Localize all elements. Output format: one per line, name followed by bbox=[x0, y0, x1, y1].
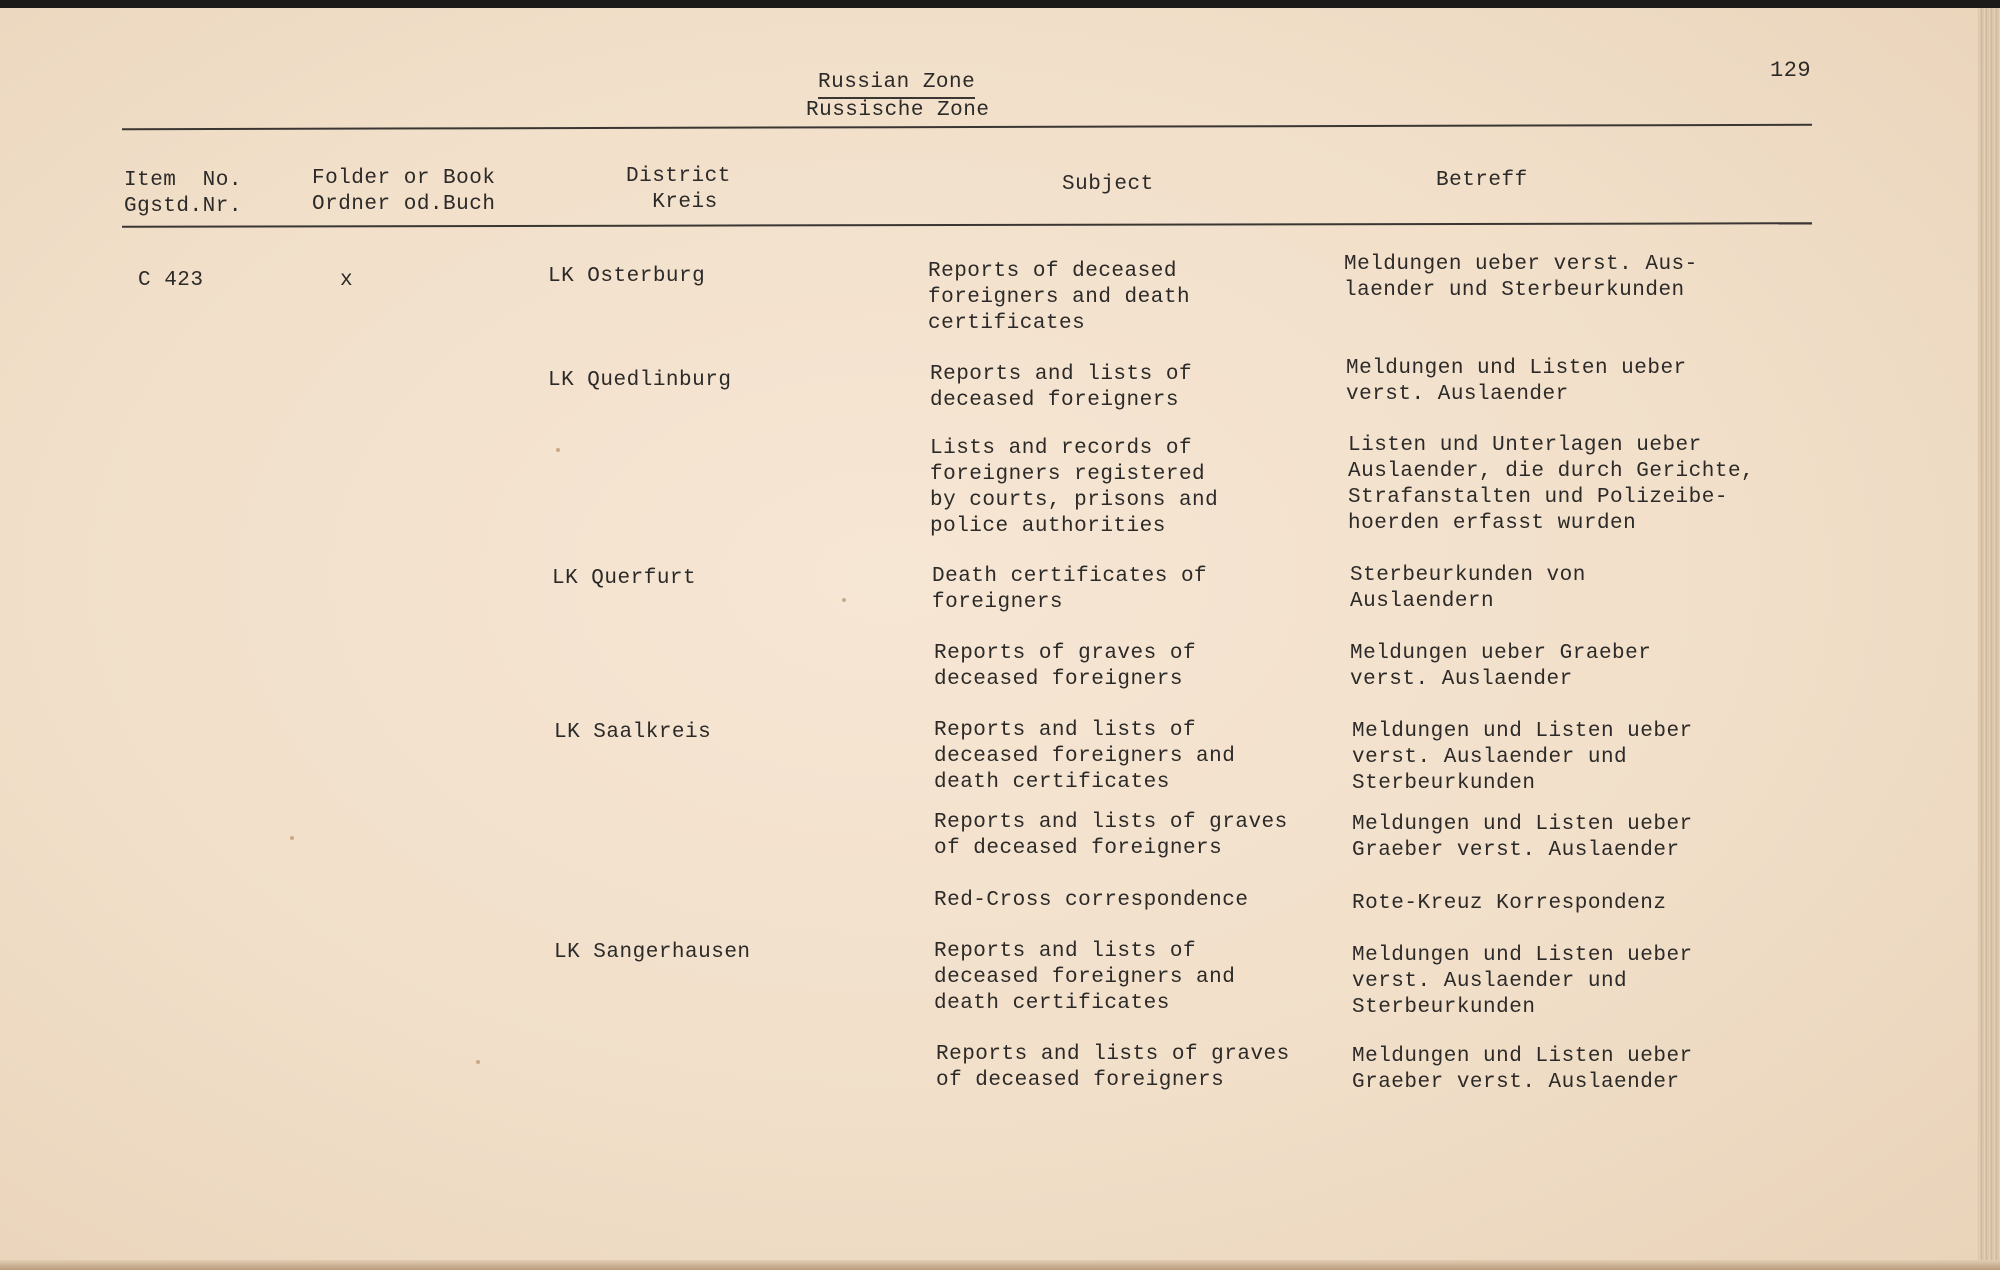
zone-title: Russian Zone bbox=[818, 70, 975, 99]
betreff-cell: Meldungen ueber verst. Aus- laender und Sterbeurkunden bbox=[1344, 253, 1698, 302]
subject-cell: Death certificates of foreigners bbox=[932, 565, 1208, 614]
book-bottom-edge bbox=[0, 1260, 2000, 1270]
paper-speck bbox=[476, 1060, 480, 1064]
book-page-edge bbox=[1978, 8, 2000, 1270]
column-header-folder: Folder or Book Ordner od.Buch bbox=[312, 167, 496, 216]
subject-cell: Reports and lists of deceased foreigners bbox=[930, 363, 1193, 412]
paper-speck bbox=[842, 598, 846, 602]
district-cell: LK Saalkreis bbox=[554, 721, 712, 744]
paper-speck bbox=[290, 836, 294, 840]
subject-cell: Reports and lists of graves of deceased foreigners bbox=[934, 811, 1288, 860]
document-page bbox=[0, 8, 1978, 1270]
paper-speck bbox=[556, 448, 560, 452]
item-number: C 423 bbox=[138, 269, 204, 292]
subject-cell: Reports and lists of deceased foreigners and death certificates bbox=[934, 940, 1236, 1015]
district-cell: LK Sangerhausen bbox=[554, 941, 751, 964]
betreff-cell: Meldungen und Listen ueber Graeber verst. Auslaender bbox=[1352, 813, 1693, 862]
header-bottom-rule bbox=[122, 222, 1812, 228]
district-cell: LK Quedlinburg bbox=[548, 369, 732, 392]
zone-subtitle: Russische Zone bbox=[806, 99, 990, 122]
subject-cell: Reports and lists of deceased foreigners and death certificates bbox=[934, 719, 1236, 794]
betreff-cell: Rote-Kreuz Korrespondenz bbox=[1352, 892, 1667, 915]
folder-mark: x bbox=[340, 269, 354, 292]
column-header-betreff: Betreff bbox=[1436, 169, 1528, 192]
column-header-item: Item No. Ggstd.Nr. bbox=[124, 169, 242, 218]
betreff-cell: Listen und Unterlagen ueber Auslaender, die durch Gerichte, Strafanstalten und Polizeibe- hoerden erfasst wurden bbox=[1348, 434, 1755, 535]
betreff-cell: Meldungen und Listen ueber verst. Auslaender und Sterbeurkunden bbox=[1352, 944, 1693, 1019]
betreff-cell: Meldungen ueber Graeber verst. Auslaender bbox=[1350, 642, 1652, 691]
header-top-rule bbox=[122, 124, 1812, 130]
betreff-cell: Meldungen und Listen ueber verst. Auslaender und Sterbeurkunden bbox=[1352, 720, 1693, 795]
betreff-cell: Meldungen und Listen ueber Graeber verst. Auslaender bbox=[1352, 1045, 1693, 1094]
subject-cell: Reports of deceased foreigners and death certificates bbox=[928, 260, 1191, 335]
district-cell: LK Osterburg bbox=[548, 265, 706, 288]
column-header-subject: Subject bbox=[1062, 173, 1154, 196]
subject-cell: Red-Cross correspondence bbox=[934, 889, 1249, 912]
betreff-cell: Meldungen und Listen ueber verst. Auslaender bbox=[1346, 357, 1687, 406]
page-number: 129 bbox=[1770, 58, 1812, 83]
district-cell: LK Querfurt bbox=[552, 567, 697, 590]
betreff-cell: Sterbeurkunden von Auslaendern bbox=[1350, 564, 1586, 613]
subject-cell: Reports and lists of graves of deceased foreigners bbox=[936, 1043, 1290, 1092]
subject-cell: Reports of graves of deceased foreigners bbox=[934, 642, 1197, 691]
column-header-district: District Kreis bbox=[626, 165, 731, 214]
subject-cell: Lists and records of foreigners registered by courts, prisons and police authorities bbox=[930, 437, 1219, 538]
